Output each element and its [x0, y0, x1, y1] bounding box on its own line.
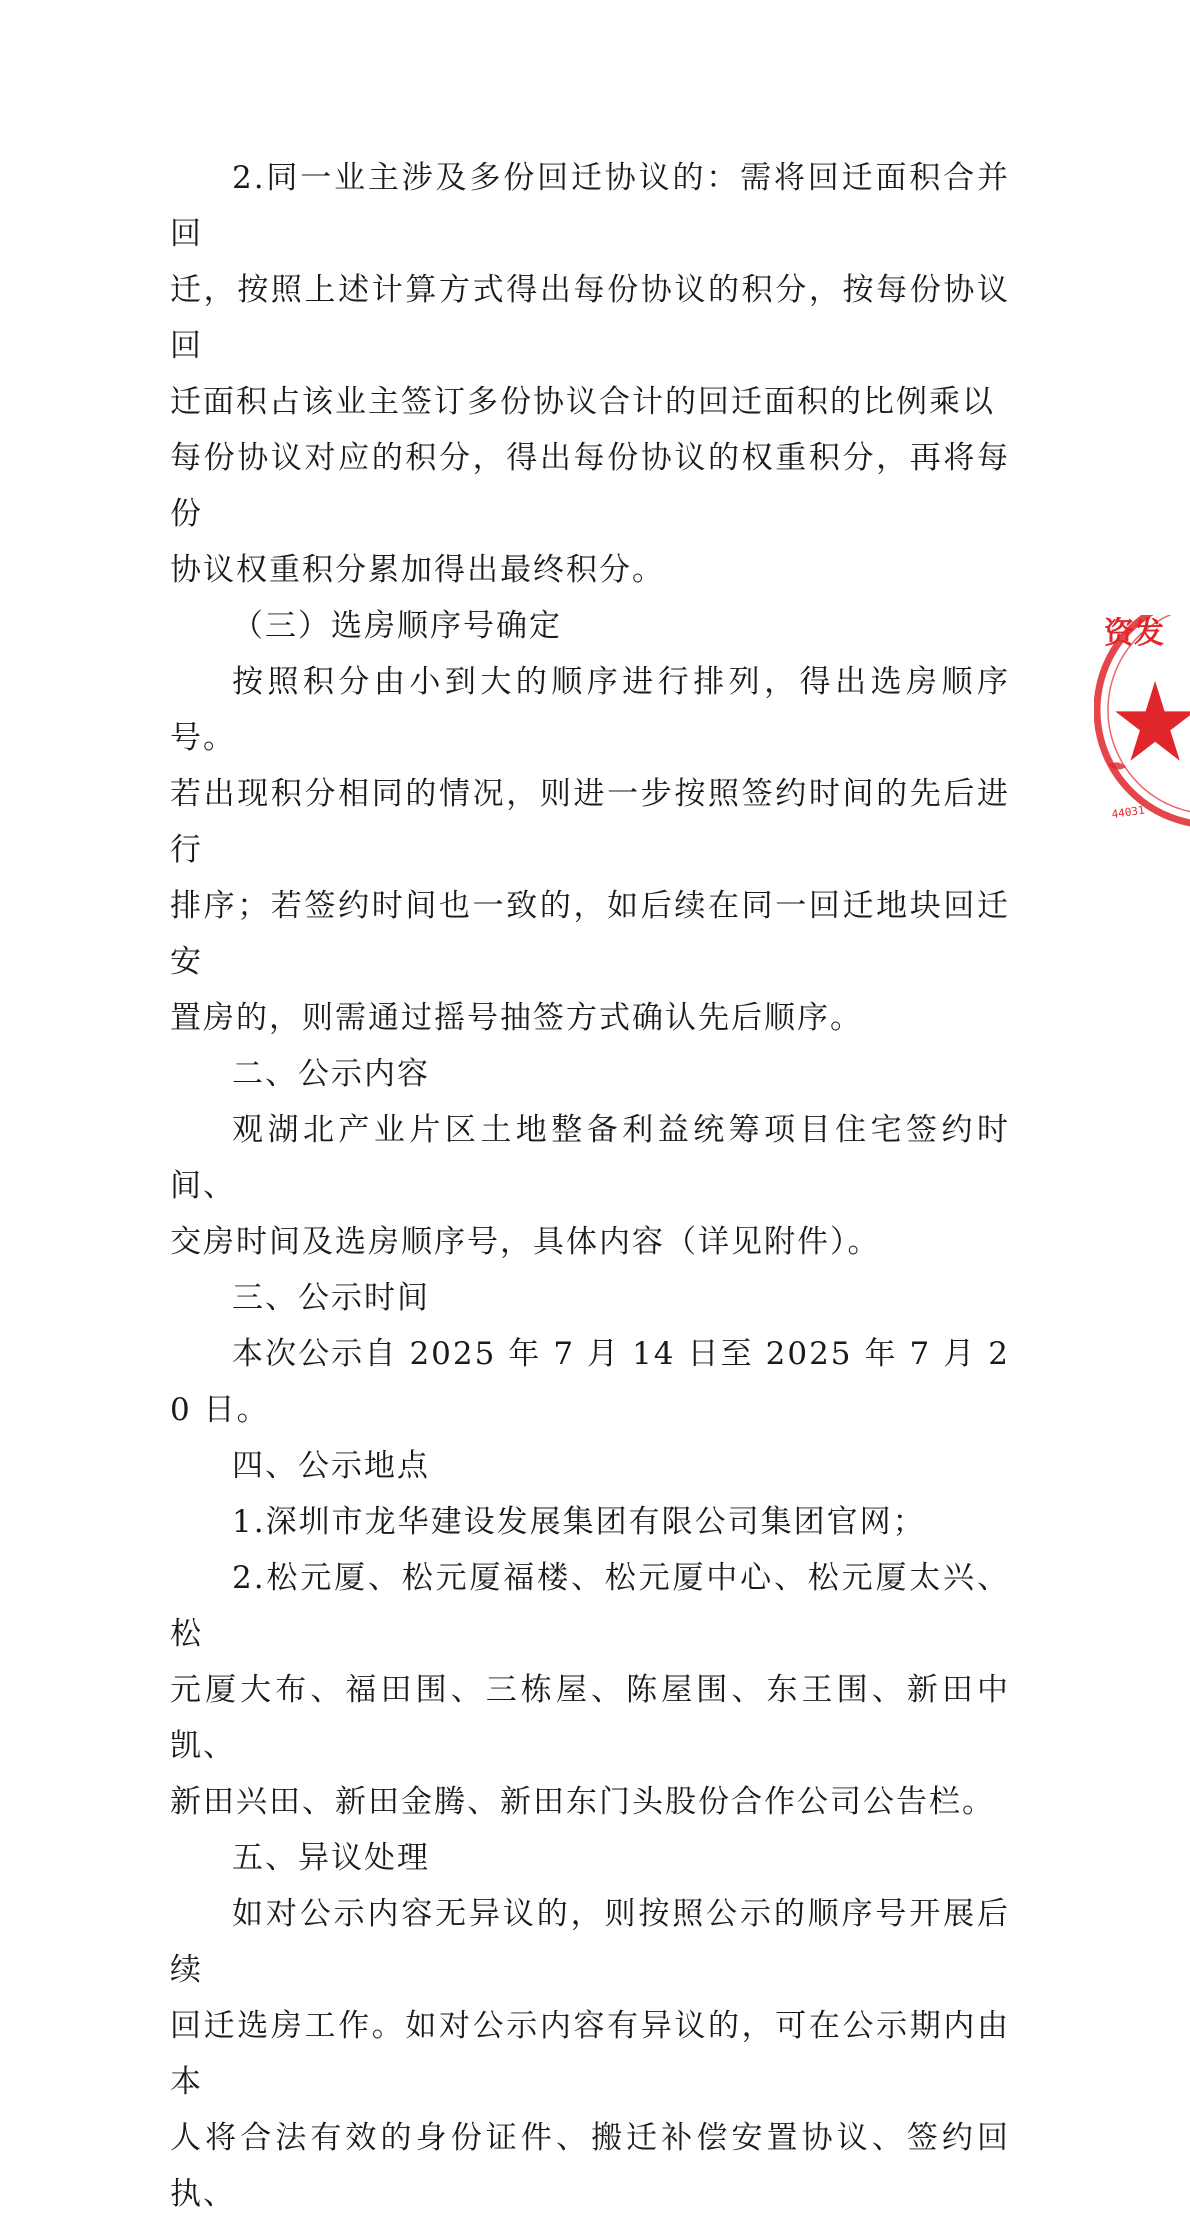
seal-text: 资发	[1104, 616, 1164, 651]
paragraph-line: 协议权重积分累加得出最终积分。	[170, 552, 665, 588]
official-seal	[1094, 615, 1190, 860]
paragraph-line: 迁，按照上述计算方式得出每份协议的积分，按每份协议回	[170, 272, 1010, 364]
paragraph-line: 人将合法有效的身份证件、搬迁补偿安置协议、签约回执、	[170, 2120, 1010, 2212]
paragraph-line: 每份协议对应的积分，得出每份协议的权重积分，再将每份	[170, 440, 1010, 532]
body-paragraph	[170, 1886, 1010, 2222]
body-paragraph	[170, 1494, 1010, 1550]
subsection-heading: （三）选房顺序号确定	[232, 608, 562, 644]
seal-number: 44031	[1110, 803, 1146, 822]
paragraph-line: 若出现积分相同的情况，则进一步按照签约时间的先后进行	[170, 776, 1010, 868]
body-paragraph	[170, 150, 1010, 598]
paragraph-line: 按照积分由小到大的顺序进行排列，得出选房顺序号。	[170, 664, 1010, 756]
paragraph-line: 新田兴田、新田金腾、新田东门头股份合作公司公告栏。	[170, 1784, 995, 1820]
paragraph-line: 观湖北产业片区土地整备利益统筹项目住宅签约时间、	[170, 1112, 1010, 1204]
paragraph-line: 本次公示自 2025 年 7 月 14 日至 2025 年 7 月 20 日。	[170, 1336, 1010, 1428]
body-paragraph	[170, 1326, 1010, 1438]
section-heading: 三、公示时间	[232, 1280, 430, 1316]
section-heading: 四、公示地点	[232, 1448, 430, 1484]
paragraph-line: 排序；若签约时间也一致的，如后续在同一回迁地块回迁安	[170, 888, 1010, 980]
paragraph-line: 2.松元厦、松元厦福楼、松元厦中心、松元厦太兴、松	[170, 1560, 1010, 1652]
paragraph-line: 元厦大布、福田围、三栋屋、陈屋围、东王围、新田中凯、	[170, 1672, 1010, 1764]
paragraph-line: 1.深圳市龙华建设发展集团有限公司集团官网；	[232, 1504, 926, 1540]
section-heading: 二、公示内容	[232, 1056, 430, 1092]
paragraph-line: 2.同一业主涉及多份回迁协议的：需将回迁面积合并回	[170, 160, 1010, 252]
body-paragraph	[170, 1550, 1010, 1830]
paragraph-line: 交房时间及选房顺序号，具体内容（详见附件）。	[170, 1224, 881, 1260]
document-body	[170, 150, 1010, 2222]
paragraph-line: 如对公示内容无异议的，则按照公示的顺序号开展后续	[170, 1896, 1010, 1988]
section-heading: 五、异议处理	[232, 1840, 430, 1876]
paragraph-line: 迁面积占该业主签订多份协议合计的回迁面积的比例乘以	[170, 384, 995, 420]
body-paragraph	[170, 1102, 1010, 1270]
body-paragraph	[170, 654, 1010, 1046]
paragraph-line: 回迁选房工作。如对公示内容有异议的，可在公示期内由本	[170, 2008, 1010, 2100]
paragraph-line: 置房的，则需通过摇号抽签方式确认先后顺序。	[170, 1000, 863, 1036]
